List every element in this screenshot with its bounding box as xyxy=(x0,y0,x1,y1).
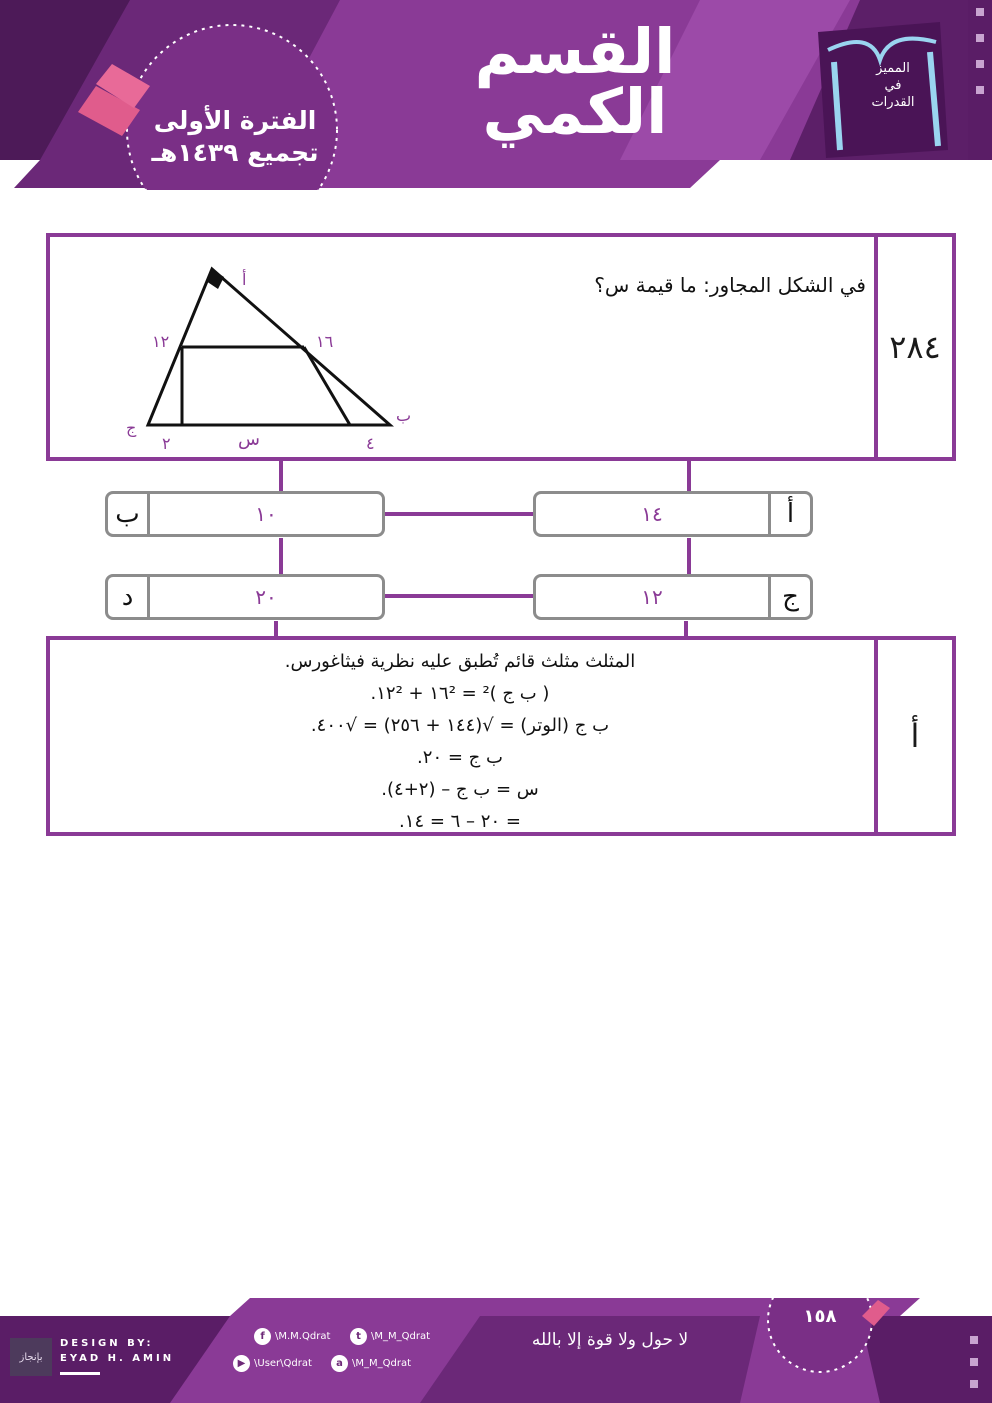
twitter-link[interactable]: t \M_M_Qdrat xyxy=(350,1328,430,1345)
triangle-figure xyxy=(120,259,420,459)
option-c-letter: ج xyxy=(768,577,810,617)
solution-line: ( ب ج )² = ١٦² + ١٢². xyxy=(370,683,550,704)
design-credit: DESIGN BY: EYAD H. AMIN xyxy=(60,1338,175,1364)
option-c-value: ١٢ xyxy=(641,585,663,609)
youtube-icon: ▶ xyxy=(233,1355,250,1372)
solution-line: ب ج (الوتر) = √(١٤٤ + ٢٥٦) = √٤٠٠. xyxy=(310,715,610,736)
label-base-right: ٤ xyxy=(366,434,375,453)
option-b-letter: ب xyxy=(108,494,150,534)
dua-calligraphy: لا حول ولا قوة إلا بالله xyxy=(531,1330,689,1350)
snapchat-icon: a xyxy=(331,1355,348,1372)
designer-signature: بإنجاز xyxy=(10,1338,52,1376)
option-d-letter: د xyxy=(108,577,150,617)
option-a-letter: أ xyxy=(768,494,810,534)
facebook-icon: f xyxy=(254,1328,271,1345)
connector-line xyxy=(279,461,283,495)
label-base-left: ٢ xyxy=(162,434,171,453)
option-a[interactable] xyxy=(533,491,813,537)
label-vertex-a: أ xyxy=(242,270,247,289)
option-b-value: ١٠ xyxy=(255,502,277,526)
right-angle-marker xyxy=(206,269,224,289)
solution-steps xyxy=(50,646,870,838)
connector-line xyxy=(385,594,535,598)
section-title: القسم الكمي xyxy=(474,15,676,148)
page-header xyxy=(0,0,992,190)
question-text: في الشكل المجاور: ما قيمة س؟ xyxy=(594,273,866,297)
label-left-side: ١٢ xyxy=(152,332,170,351)
solution-line: = ٢٠ – ٦ = ١٤. xyxy=(399,811,521,832)
solution-line: س = ب ج – (٢+٤). xyxy=(381,779,539,800)
connector-line xyxy=(687,461,691,495)
option-a-value: ١٤ xyxy=(641,502,663,526)
option-d[interactable] xyxy=(105,574,385,620)
option-b[interactable] xyxy=(105,491,385,537)
page-number: ١٥٨ xyxy=(803,1306,837,1327)
label-vertex-j: ج xyxy=(126,418,137,437)
twitter-icon: t xyxy=(350,1328,367,1345)
page-footer xyxy=(0,1298,992,1403)
snapchat-link[interactable]: a \M_M_Qdrat xyxy=(331,1355,411,1372)
label-right-side: ١٦ xyxy=(316,332,334,351)
solution-box xyxy=(46,636,956,836)
youtube-link[interactable]: ▶ \User\Qdrat xyxy=(233,1355,312,1372)
question-box xyxy=(46,233,956,461)
logo-text: المميز في القدرات xyxy=(871,61,915,110)
connector-line xyxy=(385,512,535,516)
period-subtitle: الفترة الأولى تجميع ١٤٣٩هـ xyxy=(151,106,319,167)
connector-line xyxy=(687,538,691,578)
option-d-value: ٢٠ xyxy=(255,585,277,609)
question-number: ٢٨٤ xyxy=(874,237,952,457)
facebook-link[interactable]: f \M.M.Qdrat xyxy=(254,1328,330,1345)
solution-line: المثلث مثلث قائم تُطبق عليه نظرية فيثاغورس. xyxy=(284,651,636,672)
solution-line: ب ج = ٢٠. xyxy=(417,747,503,768)
design-underline xyxy=(60,1372,100,1375)
answer-letter: أ xyxy=(874,640,952,832)
connector-line xyxy=(279,538,283,578)
label-vertex-b: ب xyxy=(396,406,412,425)
label-base-mid: س xyxy=(238,429,260,450)
option-c[interactable] xyxy=(533,574,813,620)
